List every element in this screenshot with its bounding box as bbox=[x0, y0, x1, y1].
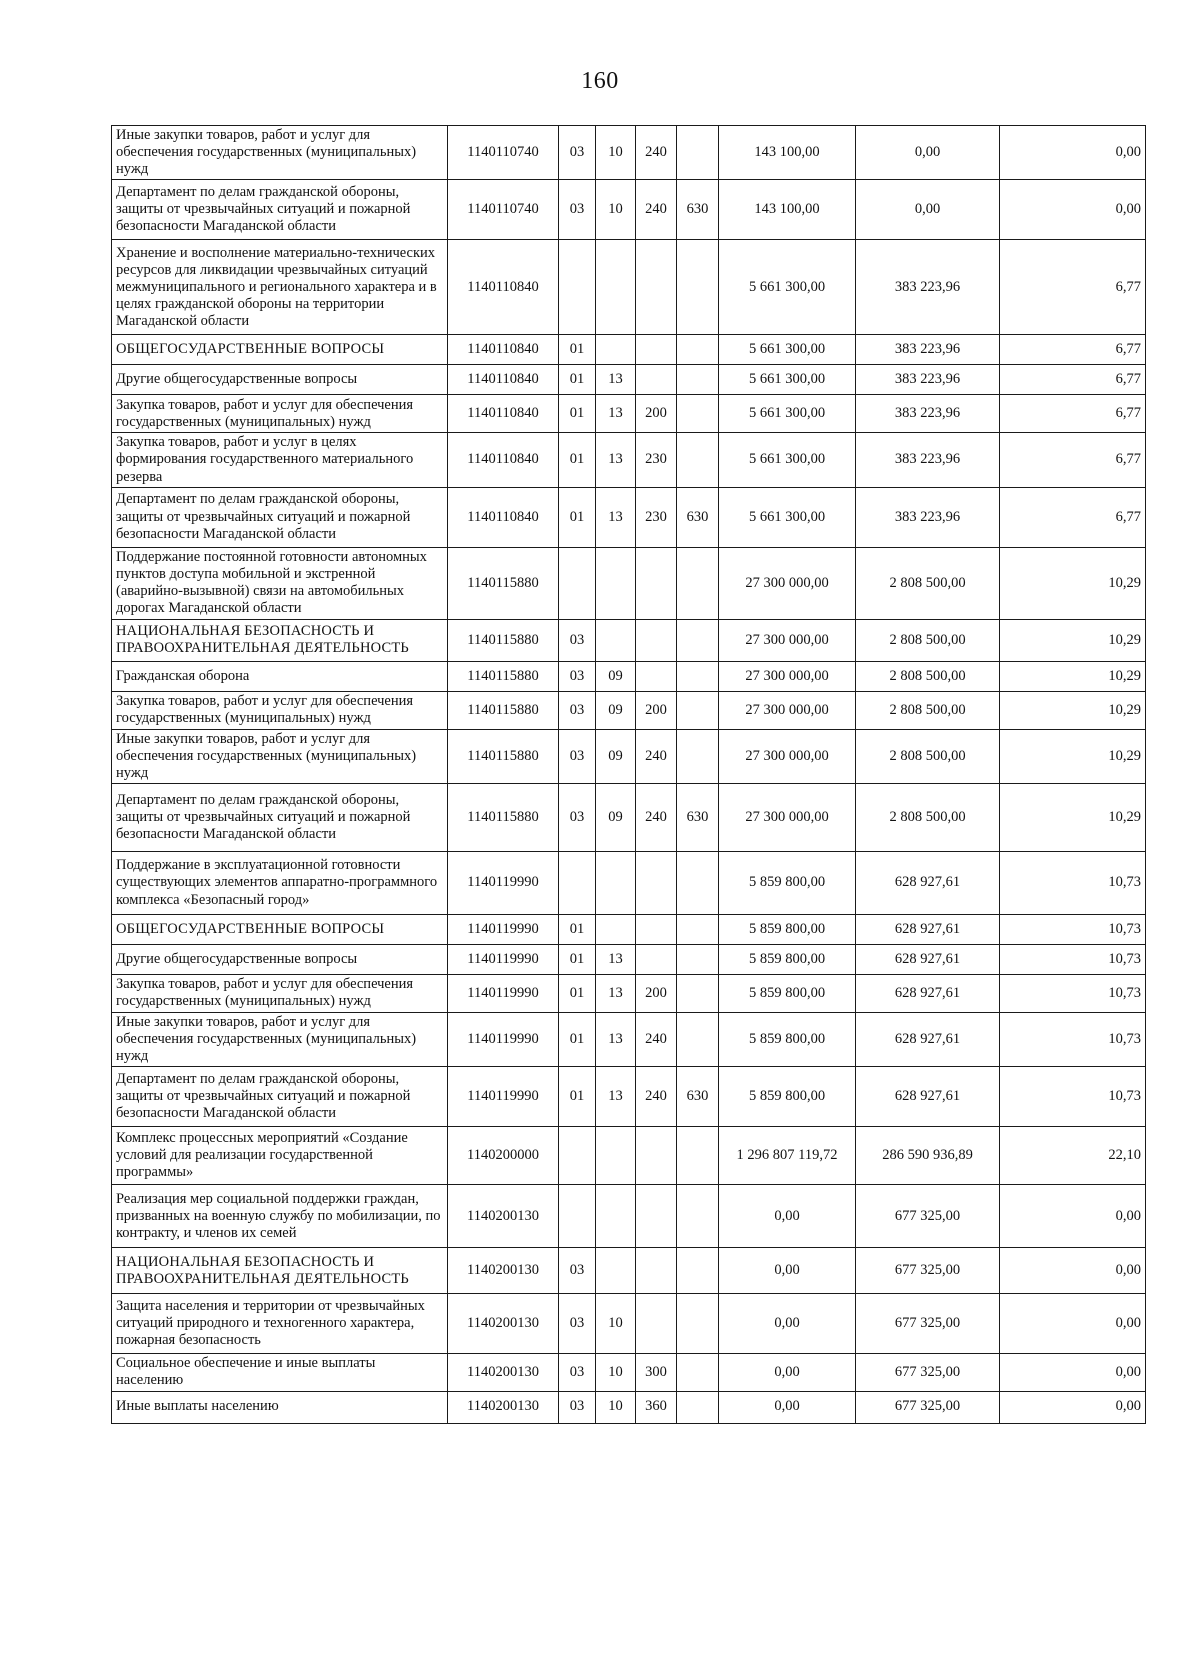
row-target-code: 1140115880 bbox=[448, 661, 559, 691]
row-section: 03 bbox=[559, 1294, 596, 1354]
row-expense-type: 230 bbox=[636, 433, 677, 487]
row-actual-amount: 628 927,61 bbox=[856, 914, 1000, 944]
table-row bbox=[112, 729, 1146, 783]
row-execution-percent: 10,73 bbox=[1000, 944, 1146, 974]
row-subsection: 10 bbox=[596, 1354, 636, 1391]
table-row bbox=[112, 1248, 1146, 1294]
row-actual-amount: 383 223,96 bbox=[856, 335, 1000, 365]
row-grbs bbox=[677, 1012, 719, 1066]
row-target-code: 1140200000 bbox=[448, 1127, 559, 1185]
row-section: 03 bbox=[559, 691, 596, 729]
table-row bbox=[112, 851, 1146, 914]
row-execution-percent: 10,73 bbox=[1000, 914, 1146, 944]
table-row bbox=[112, 240, 1146, 335]
row-execution-percent: 0,00 bbox=[1000, 1391, 1146, 1423]
row-name: Комплекс процессных мероприятий «Создание условий для реализации государственной программы» bbox=[112, 1127, 448, 1185]
row-subsection: 10 bbox=[596, 126, 636, 180]
row-expense-type bbox=[636, 661, 677, 691]
row-subsection: 09 bbox=[596, 729, 636, 783]
row-grbs bbox=[677, 433, 719, 487]
row-expense-type bbox=[636, 851, 677, 914]
row-target-code: 1140200130 bbox=[448, 1294, 559, 1354]
row-subsection bbox=[596, 335, 636, 365]
row-plan-amount: 5 661 300,00 bbox=[719, 487, 856, 547]
row-subsection: 13 bbox=[596, 1067, 636, 1127]
row-actual-amount: 383 223,96 bbox=[856, 240, 1000, 335]
row-expense-type: 240 bbox=[636, 1012, 677, 1066]
row-execution-percent: 0,00 bbox=[1000, 126, 1146, 180]
table-row bbox=[112, 1391, 1146, 1423]
row-actual-amount: 628 927,61 bbox=[856, 944, 1000, 974]
row-name: Иные закупки товаров, работ и услуг для обеспечения государственных (муниципальных) нужд bbox=[112, 126, 448, 180]
row-actual-amount: 677 325,00 bbox=[856, 1248, 1000, 1294]
row-subsection: 09 bbox=[596, 661, 636, 691]
row-plan-amount: 5 859 800,00 bbox=[719, 944, 856, 974]
row-grbs bbox=[677, 126, 719, 180]
row-section: 03 bbox=[559, 1248, 596, 1294]
row-execution-percent: 0,00 bbox=[1000, 1354, 1146, 1391]
row-grbs: 630 bbox=[677, 180, 719, 240]
row-name: Реализация мер социальной поддержки граждан, призванных на военную службу по мобилизации, по контракту, и членов их семей bbox=[112, 1185, 448, 1248]
row-actual-amount: 383 223,96 bbox=[856, 395, 1000, 433]
row-execution-percent: 10,73 bbox=[1000, 1067, 1146, 1127]
budget-execution-table bbox=[111, 125, 1146, 1424]
row-plan-amount: 5 661 300,00 bbox=[719, 395, 856, 433]
row-grbs bbox=[677, 661, 719, 691]
page-number: 160 bbox=[581, 68, 619, 94]
row-actual-amount: 677 325,00 bbox=[856, 1391, 1000, 1423]
row-subsection: 09 bbox=[596, 783, 636, 851]
table-row bbox=[112, 1294, 1146, 1354]
row-expense-type bbox=[636, 1185, 677, 1248]
row-plan-amount: 143 100,00 bbox=[719, 126, 856, 180]
row-target-code: 1140119990 bbox=[448, 1012, 559, 1066]
row-target-code: 1140115880 bbox=[448, 619, 559, 661]
row-execution-percent: 0,00 bbox=[1000, 1294, 1146, 1354]
table-row bbox=[112, 1354, 1146, 1391]
row-plan-amount: 27 300 000,00 bbox=[719, 729, 856, 783]
row-section: 03 bbox=[559, 729, 596, 783]
row-actual-amount: 383 223,96 bbox=[856, 487, 1000, 547]
row-section: 03 bbox=[559, 180, 596, 240]
table-row bbox=[112, 335, 1146, 365]
table-body bbox=[112, 126, 1146, 1424]
table-row bbox=[112, 1185, 1146, 1248]
row-plan-amount: 27 300 000,00 bbox=[719, 547, 856, 619]
row-expense-type bbox=[636, 619, 677, 661]
row-actual-amount: 0,00 bbox=[856, 126, 1000, 180]
table-row bbox=[112, 783, 1146, 851]
row-actual-amount: 2 808 500,00 bbox=[856, 619, 1000, 661]
row-subsection bbox=[596, 547, 636, 619]
row-name: Закупка товаров, работ и услуг в целях формирования государственного материального резерва bbox=[112, 433, 448, 487]
row-execution-percent: 6,77 bbox=[1000, 487, 1146, 547]
row-subsection: 10 bbox=[596, 1391, 636, 1423]
row-actual-amount: 383 223,96 bbox=[856, 365, 1000, 395]
row-target-code: 1140110840 bbox=[448, 365, 559, 395]
table-row bbox=[112, 1012, 1146, 1066]
row-plan-amount: 5 661 300,00 bbox=[719, 240, 856, 335]
row-actual-amount: 2 808 500,00 bbox=[856, 547, 1000, 619]
row-grbs bbox=[677, 974, 719, 1012]
row-section: 03 bbox=[559, 126, 596, 180]
row-section: 01 bbox=[559, 1012, 596, 1066]
row-actual-amount: 2 808 500,00 bbox=[856, 783, 1000, 851]
row-target-code: 1140110740 bbox=[448, 126, 559, 180]
row-actual-amount: 2 808 500,00 bbox=[856, 729, 1000, 783]
row-execution-percent: 10,73 bbox=[1000, 851, 1146, 914]
row-target-code: 1140200130 bbox=[448, 1391, 559, 1423]
row-expense-type: 300 bbox=[636, 1354, 677, 1391]
row-target-code: 1140119990 bbox=[448, 1067, 559, 1127]
row-actual-amount: 2 808 500,00 bbox=[856, 691, 1000, 729]
row-plan-amount: 0,00 bbox=[719, 1294, 856, 1354]
row-target-code: 1140200130 bbox=[448, 1354, 559, 1391]
row-target-code: 1140115880 bbox=[448, 547, 559, 619]
row-plan-amount: 143 100,00 bbox=[719, 180, 856, 240]
row-execution-percent: 10,29 bbox=[1000, 547, 1146, 619]
row-section bbox=[559, 547, 596, 619]
row-name: НАЦИОНАЛЬНАЯ БЕЗОПАСНОСТЬ И ПРАВООХРАНИТЕЛЬНАЯ ДЕЯТЕЛЬНОСТЬ bbox=[112, 619, 448, 661]
row-plan-amount: 0,00 bbox=[719, 1391, 856, 1423]
row-expense-type bbox=[636, 944, 677, 974]
row-name: Поддержание постоянной готовности автономных пунктов доступа мобильной и экстренной (аварийно-вызывной) связи на автомобильных дорогах Магаданской области bbox=[112, 547, 448, 619]
row-plan-amount: 27 300 000,00 bbox=[719, 661, 856, 691]
row-grbs bbox=[677, 1294, 719, 1354]
row-plan-amount: 0,00 bbox=[719, 1354, 856, 1391]
row-name: Закупка товаров, работ и услуг для обеспечения государственных (муниципальных) нужд bbox=[112, 691, 448, 729]
row-name: Поддержание в эксплуатационной готовности существующих элементов аппаратно-программного комплекса «Безопасный город» bbox=[112, 851, 448, 914]
row-section: 01 bbox=[559, 395, 596, 433]
row-plan-amount: 5 661 300,00 bbox=[719, 335, 856, 365]
row-subsection: 13 bbox=[596, 974, 636, 1012]
row-plan-amount: 1 296 807 119,72 bbox=[719, 1127, 856, 1185]
row-subsection: 13 bbox=[596, 487, 636, 547]
row-name: ОБЩЕГОСУДАРСТВЕННЫЕ ВОПРОСЫ bbox=[112, 335, 448, 365]
row-plan-amount: 5 859 800,00 bbox=[719, 974, 856, 1012]
row-target-code: 1140110840 bbox=[448, 433, 559, 487]
row-execution-percent: 10,73 bbox=[1000, 974, 1146, 1012]
row-section: 03 bbox=[559, 619, 596, 661]
row-execution-percent: 6,77 bbox=[1000, 335, 1146, 365]
row-plan-amount: 0,00 bbox=[719, 1185, 856, 1248]
row-actual-amount: 677 325,00 bbox=[856, 1185, 1000, 1248]
row-execution-percent: 0,00 bbox=[1000, 1185, 1146, 1248]
row-execution-percent: 10,29 bbox=[1000, 691, 1146, 729]
row-expense-type: 240 bbox=[636, 126, 677, 180]
row-target-code: 1140119990 bbox=[448, 851, 559, 914]
row-grbs bbox=[677, 1248, 719, 1294]
row-section bbox=[559, 240, 596, 335]
row-expense-type bbox=[636, 335, 677, 365]
row-grbs bbox=[677, 619, 719, 661]
row-plan-amount: 0,00 bbox=[719, 1248, 856, 1294]
row-execution-percent: 6,77 bbox=[1000, 395, 1146, 433]
row-name: Департамент по делам гражданской обороны, защиты от чрезвычайных ситуаций и пожарной безопасности Магаданской области bbox=[112, 1067, 448, 1127]
row-target-code: 1140110840 bbox=[448, 335, 559, 365]
row-section bbox=[559, 1185, 596, 1248]
row-section: 03 bbox=[559, 783, 596, 851]
row-target-code: 1140200130 bbox=[448, 1248, 559, 1294]
row-actual-amount: 0,00 bbox=[856, 180, 1000, 240]
row-expense-type bbox=[636, 240, 677, 335]
row-target-code: 1140115880 bbox=[448, 729, 559, 783]
row-execution-percent: 6,77 bbox=[1000, 365, 1146, 395]
row-target-code: 1140110840 bbox=[448, 240, 559, 335]
table-row bbox=[112, 180, 1146, 240]
row-expense-type: 360 bbox=[636, 1391, 677, 1423]
row-section: 03 bbox=[559, 661, 596, 691]
row-grbs: 630 bbox=[677, 783, 719, 851]
row-expense-type: 230 bbox=[636, 487, 677, 547]
row-name: НАЦИОНАЛЬНАЯ БЕЗОПАСНОСТЬ И ПРАВООХРАНИТЕЛЬНАЯ ДЕЯТЕЛЬНОСТЬ bbox=[112, 1248, 448, 1294]
row-execution-percent: 10,29 bbox=[1000, 619, 1146, 661]
row-actual-amount: 286 590 936,89 bbox=[856, 1127, 1000, 1185]
row-grbs bbox=[677, 914, 719, 944]
table-row bbox=[112, 126, 1146, 180]
row-execution-percent: 0,00 bbox=[1000, 180, 1146, 240]
row-name: Другие общегосударственные вопросы bbox=[112, 365, 448, 395]
row-target-code: 1140200130 bbox=[448, 1185, 559, 1248]
row-plan-amount: 5 859 800,00 bbox=[719, 1012, 856, 1066]
row-section: 01 bbox=[559, 433, 596, 487]
row-actual-amount: 628 927,61 bbox=[856, 1067, 1000, 1127]
row-actual-amount: 677 325,00 bbox=[856, 1294, 1000, 1354]
row-subsection bbox=[596, 240, 636, 335]
row-execution-percent: 10,29 bbox=[1000, 661, 1146, 691]
row-subsection: 13 bbox=[596, 395, 636, 433]
row-subsection: 10 bbox=[596, 1294, 636, 1354]
row-subsection: 10 bbox=[596, 180, 636, 240]
row-execution-percent: 10,29 bbox=[1000, 783, 1146, 851]
row-expense-type: 200 bbox=[636, 974, 677, 1012]
row-subsection: 13 bbox=[596, 1012, 636, 1066]
table-row bbox=[112, 914, 1146, 944]
row-expense-type: 240 bbox=[636, 1067, 677, 1127]
row-grbs bbox=[677, 395, 719, 433]
row-grbs bbox=[677, 851, 719, 914]
row-subsection: 09 bbox=[596, 691, 636, 729]
row-name: Хранение и восполнение материально-технических ресурсов для ликвидации чрезвычайных ситуаций межмуниципального и регионального характера и в целях гражданской обороны на территории Магаданской области bbox=[112, 240, 448, 335]
row-expense-type: 240 bbox=[636, 729, 677, 783]
row-execution-percent: 10,29 bbox=[1000, 729, 1146, 783]
row-target-code: 1140119990 bbox=[448, 944, 559, 974]
row-grbs: 630 bbox=[677, 1067, 719, 1127]
row-subsection bbox=[596, 1127, 636, 1185]
row-actual-amount: 628 927,61 bbox=[856, 974, 1000, 1012]
row-section: 01 bbox=[559, 365, 596, 395]
row-section: 01 bbox=[559, 914, 596, 944]
row-execution-percent: 6,77 bbox=[1000, 240, 1146, 335]
row-section bbox=[559, 851, 596, 914]
row-target-code: 1140110740 bbox=[448, 180, 559, 240]
row-grbs bbox=[677, 365, 719, 395]
row-subsection bbox=[596, 1248, 636, 1294]
row-grbs bbox=[677, 335, 719, 365]
row-execution-percent: 22,10 bbox=[1000, 1127, 1146, 1185]
row-execution-percent: 6,77 bbox=[1000, 433, 1146, 487]
row-plan-amount: 5 661 300,00 bbox=[719, 365, 856, 395]
row-execution-percent: 0,00 bbox=[1000, 1248, 1146, 1294]
row-plan-amount: 5 859 800,00 bbox=[719, 851, 856, 914]
table-row bbox=[112, 1127, 1146, 1185]
row-plan-amount: 5 661 300,00 bbox=[719, 433, 856, 487]
row-plan-amount: 5 859 800,00 bbox=[719, 914, 856, 944]
row-section: 01 bbox=[559, 974, 596, 1012]
row-actual-amount: 383 223,96 bbox=[856, 433, 1000, 487]
row-name: Иные закупки товаров, работ и услуг для обеспечения государственных (муниципальных) нужд bbox=[112, 729, 448, 783]
row-target-code: 1140119990 bbox=[448, 914, 559, 944]
table-row bbox=[112, 365, 1146, 395]
row-subsection: 13 bbox=[596, 365, 636, 395]
row-section: 01 bbox=[559, 944, 596, 974]
row-name: Закупка товаров, работ и услуг для обеспечения государственных (муниципальных) нужд bbox=[112, 395, 448, 433]
row-actual-amount: 677 325,00 bbox=[856, 1354, 1000, 1391]
row-subsection bbox=[596, 914, 636, 944]
row-actual-amount: 628 927,61 bbox=[856, 851, 1000, 914]
row-name: Иные закупки товаров, работ и услуг для обеспечения государственных (муниципальных) нужд bbox=[112, 1012, 448, 1066]
row-grbs bbox=[677, 1354, 719, 1391]
row-grbs bbox=[677, 1391, 719, 1423]
table-row bbox=[112, 691, 1146, 729]
row-name: Социальное обеспечение и иные выплаты населению bbox=[112, 1354, 448, 1391]
row-expense-type bbox=[636, 1127, 677, 1185]
row-actual-amount: 2 808 500,00 bbox=[856, 661, 1000, 691]
row-name: ОБЩЕГОСУДАРСТВЕННЫЕ ВОПРОСЫ bbox=[112, 914, 448, 944]
table-row bbox=[112, 487, 1146, 547]
row-plan-amount: 27 300 000,00 bbox=[719, 691, 856, 729]
row-grbs bbox=[677, 1127, 719, 1185]
row-name: Департамент по делам гражданской обороны, защиты от чрезвычайных ситуаций и пожарной безопасности Магаданской области bbox=[112, 783, 448, 851]
row-plan-amount: 27 300 000,00 bbox=[719, 783, 856, 851]
row-name: Закупка товаров, работ и услуг для обеспечения государственных (муниципальных) нужд bbox=[112, 974, 448, 1012]
row-target-code: 1140115880 bbox=[448, 783, 559, 851]
row-subsection bbox=[596, 619, 636, 661]
row-grbs bbox=[677, 240, 719, 335]
row-section: 01 bbox=[559, 1067, 596, 1127]
row-expense-type bbox=[636, 365, 677, 395]
row-expense-type bbox=[636, 1294, 677, 1354]
row-grbs bbox=[677, 691, 719, 729]
row-expense-type bbox=[636, 547, 677, 619]
row-plan-amount: 27 300 000,00 bbox=[719, 619, 856, 661]
row-subsection bbox=[596, 1185, 636, 1248]
row-plan-amount: 5 859 800,00 bbox=[719, 1067, 856, 1127]
row-expense-type: 200 bbox=[636, 691, 677, 729]
row-grbs bbox=[677, 1185, 719, 1248]
table-row bbox=[112, 944, 1146, 974]
row-expense-type: 240 bbox=[636, 783, 677, 851]
row-name: Департамент по делам гражданской обороны, защиты от чрезвычайных ситуаций и пожарной безопасности Магаданской области bbox=[112, 180, 448, 240]
row-name: Защита населения и территории от чрезвычайных ситуаций природного и техногенного характера, пожарная безопасность bbox=[112, 1294, 448, 1354]
row-expense-type bbox=[636, 1248, 677, 1294]
table-row bbox=[112, 1067, 1146, 1127]
row-section: 01 bbox=[559, 335, 596, 365]
row-section: 03 bbox=[559, 1354, 596, 1391]
row-name: Иные выплаты населению bbox=[112, 1391, 448, 1423]
row-expense-type: 200 bbox=[636, 395, 677, 433]
row-target-code: 1140119990 bbox=[448, 974, 559, 1012]
row-section: 03 bbox=[559, 1391, 596, 1423]
row-expense-type bbox=[636, 914, 677, 944]
row-target-code: 1140110840 bbox=[448, 395, 559, 433]
table-row bbox=[112, 661, 1146, 691]
row-grbs: 630 bbox=[677, 487, 719, 547]
table-row bbox=[112, 395, 1146, 433]
row-section bbox=[559, 1127, 596, 1185]
row-name: Департамент по делам гражданской обороны, защиты от чрезвычайных ситуаций и пожарной безопасности Магаданской области bbox=[112, 487, 448, 547]
row-subsection: 13 bbox=[596, 944, 636, 974]
row-execution-percent: 10,73 bbox=[1000, 1012, 1146, 1066]
table-row bbox=[112, 547, 1146, 619]
row-name: Другие общегосударственные вопросы bbox=[112, 944, 448, 974]
row-expense-type: 240 bbox=[636, 180, 677, 240]
row-grbs bbox=[677, 944, 719, 974]
row-actual-amount: 628 927,61 bbox=[856, 1012, 1000, 1066]
row-subsection: 13 bbox=[596, 433, 636, 487]
row-target-code: 1140110840 bbox=[448, 487, 559, 547]
row-grbs bbox=[677, 729, 719, 783]
row-subsection bbox=[596, 851, 636, 914]
row-grbs bbox=[677, 547, 719, 619]
table-row bbox=[112, 433, 1146, 487]
table-row bbox=[112, 619, 1146, 661]
row-target-code: 1140115880 bbox=[448, 691, 559, 729]
row-name: Гражданская оборона bbox=[112, 661, 448, 691]
row-section: 01 bbox=[559, 487, 596, 547]
table-row bbox=[112, 974, 1146, 1012]
